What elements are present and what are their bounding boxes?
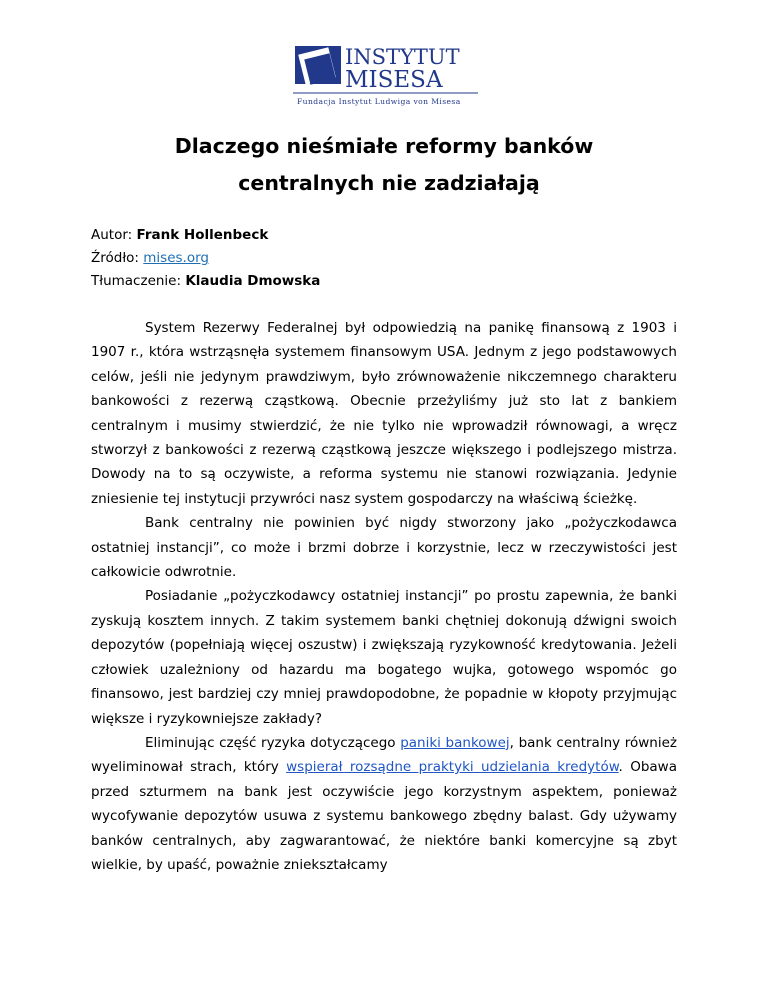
article-title-line1: Dlaczego nieśmiałe reformy banków [174,134,594,158]
paragraph-3: Posiadanie „pożyczkodawcy ostatniej instancji” po prostu zapewnia, że banki zyskują kosztem innych. Z takim systemem banki chętniej dokonują dźwigni swoich depozytów (popełniają więcej oszustw) i zwiększają ryzykowność kredytowania. Jeżeli człowiek uzależniony od hazardu ma bogatego wujka, gotowego wspomóc go finansowo, jest bardziej czy mniej prawdopodobne, że popadnie w kłopoty przyjmując większe i ryzykowniejsze zakłady? [91,588,677,727]
paragraph-1: System Rezerwy Federalnej był odpowiedzią na panikę finansową z 1903 i 1907 r., która wstrząsnęła systemem finansowym USA. Jednym z jego podstawowych celów, jeśli nie jedynym prawdziwym, było zrównoważenie nikczemnego charakteru bankowości z rezerwą cząstkową. Obecnie przeżyliśmy już sto lat z bankiem centralnym i musimy stwierdzić, że nie tylko nie wprowadził równowagi, a wręcz stworzył z bankowości z rezerwą cząstkową jeszcze większego i podlejszego mistrza. Dowody na to są oczywiste, a reforma systemu nie stanowi rozwiązania. Jedynie zniesienie tej instytucji przywróci nasz system gospodarczy na właściwą ścieżkę. [91,320,677,507]
paragraph-4 [91,731,677,877]
paragraph-4-part-c: . Obawa przed szturmem na bank jest oczywiście jego korzystnym aspektem, ponieważ wycofywanie depozytów usuwa z systemu bankowego zbędny balast. Gdy używamy banków centralnych, aby zagwarantować, że niektóre banki komercyjne są zbyt wielkie, by upaść, poważnie zniekształcamy [91,759,677,873]
article-meta [91,224,320,293]
source-link[interactable]: mises.org [143,250,209,266]
author-name: Frank Hollenbeck [136,227,269,243]
source-label: Źródło: [91,250,144,266]
translation-row [91,270,320,293]
logo-line2: MISESA [345,67,443,93]
logo-line1: INSTYTUT [345,45,460,69]
translation-label: Tłumaczenie: [91,273,186,289]
paragraph-4-part-b: , bank centralny również wyeliminował strach, który [91,734,678,776]
author-row [91,224,320,247]
logo-tagline: Fundacja Instytut Ludwiga von Misesa [297,97,461,106]
lending-practices-link[interactable]: wspierał rozsądne praktyki udzielania kredytów [286,759,619,776]
instytut-misesa-logo [293,42,478,108]
paragraph-4-part-a: Eliminując część ryzyka dotyczącego [145,734,401,751]
paragraph-2: Bank centralny nie powinien być nigdy stworzony jako „pożyczkodawca ostatniej instancji”, co może i brzmi dobrze i korzystnie, lecz w rzeczywistości jest całkowicie odwrotnie. [91,515,677,581]
article-title-line2: centralnych nie zadziałają [238,171,540,195]
translator-name: Klaudia Dmowska [185,273,321,289]
bank-panic-link[interactable]: paniki bankowej [400,734,510,751]
author-label: Autor: [91,227,137,243]
article-title [90,128,678,202]
article-body [91,316,677,877]
source-row [91,247,320,270]
